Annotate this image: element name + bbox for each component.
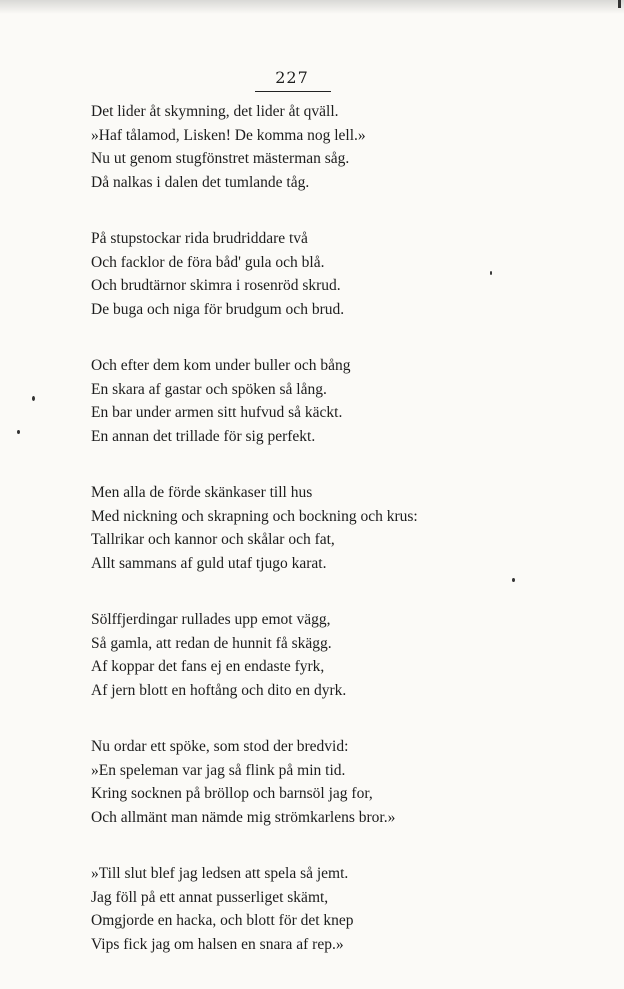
poem-line: Det lider åt skymning, det lider åt qväll. bbox=[91, 103, 339, 120]
poem-line: Tallrikar och kannor och skålar och fat, bbox=[91, 531, 335, 548]
page-top-edge bbox=[0, 0, 624, 14]
stanza bbox=[91, 227, 418, 321]
poem-line: Sölffjerdingar rullades upp emot vägg, bbox=[91, 611, 331, 628]
stanza bbox=[91, 354, 418, 448]
stanza bbox=[91, 608, 418, 702]
poem-line: Och brudtärnor skimra i rosenröd skrud. bbox=[91, 277, 341, 294]
poem-line: Omgjorde en hacka, och blott för det knep bbox=[91, 912, 354, 929]
ink-speck bbox=[618, 0, 621, 8]
poem-line: Af jern blott en hoftång och dito en dyrk. bbox=[91, 681, 347, 699]
poem-line: Och allmänt man nämde mig strömkarlens bror.» bbox=[91, 808, 396, 826]
poem-line: De buga och niga för brudgum och brud. bbox=[91, 300, 345, 318]
poem-line: Nu ut genom stugfönstret mästerman såg. bbox=[91, 150, 350, 167]
poem-line: Med nickning och skrapning och bockning och krus: bbox=[91, 507, 418, 525]
poem-line: Jag föll på ett annat pusserliget skämt, bbox=[91, 888, 329, 906]
stanza bbox=[91, 735, 418, 829]
page-number-rule bbox=[255, 91, 331, 92]
ink-speck bbox=[490, 271, 492, 275]
ink-speck bbox=[512, 578, 515, 582]
stanza bbox=[91, 862, 418, 956]
poem-line: En bar under armen sitt hufvud så käckt. bbox=[91, 404, 343, 421]
poem-line: Nu ordar ett spöke, som stod der bredvid: bbox=[91, 738, 349, 755]
stanza bbox=[91, 100, 418, 194]
poem bbox=[91, 100, 418, 989]
poem-line: Allt sammans af guld utaf tjugo karat. bbox=[91, 554, 327, 572]
poem-line: En skara af gastar och spöken så lång. bbox=[91, 380, 327, 398]
poem-line: Så gamla, att redan de hunnit få skägg. bbox=[91, 634, 332, 652]
poem-line: En annan det trillade för sig perfekt. bbox=[91, 427, 316, 445]
poem-line: Af koppar det fans ej en endaste fyrk, bbox=[91, 658, 325, 675]
page-number: 227 bbox=[275, 68, 309, 87]
poem-line: »Till slut blef jag ledsen att spela så jemt. bbox=[91, 865, 349, 882]
poem-line: På stupstockar rida brudriddare två bbox=[91, 230, 308, 247]
poem-line: Kring socknen på bröllop och barnsöl jag for, bbox=[91, 785, 373, 802]
poem-line: Men alla de förde skänkaser till hus bbox=[91, 484, 313, 501]
poem-line: »Haf tålamod, Lisken! De komma nog lell.» bbox=[91, 126, 366, 144]
poem-line: Vips fick jag om halsen en snara af rep.» bbox=[91, 935, 344, 953]
poem-line: »En speleman var jag så flink på min tid. bbox=[91, 761, 346, 779]
poem-line: Då nalkas i dalen det tumlande tåg. bbox=[91, 173, 310, 191]
stanza bbox=[91, 481, 418, 575]
ink-speck bbox=[17, 430, 20, 434]
poem-line: Och facklor de föra båd' gula och blå. bbox=[91, 253, 325, 271]
ink-speck bbox=[32, 396, 35, 401]
poem-line: Och efter dem kom under buller och bång bbox=[91, 357, 351, 374]
